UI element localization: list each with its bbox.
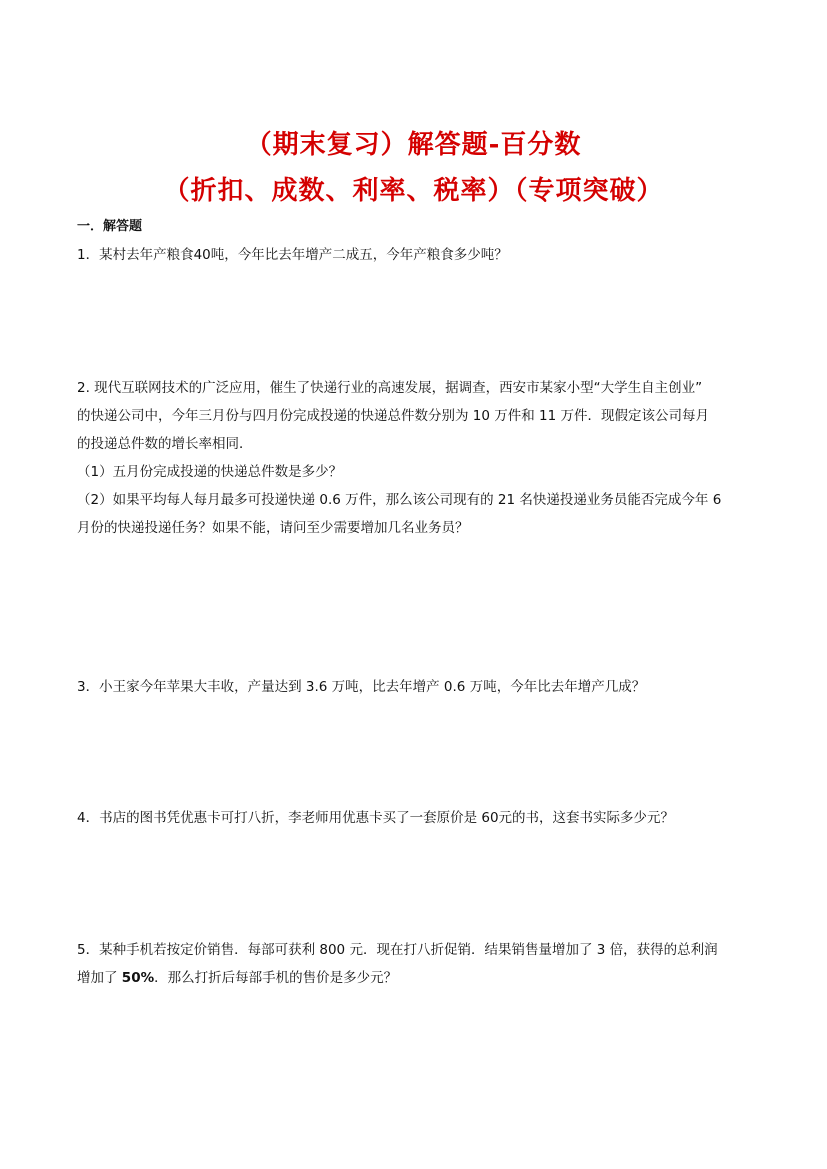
question-5-line-2-post: ．那么打折后每部手机的售价是多少元？ — [154, 970, 398, 986]
question-2-line-1: 2. 现代互联网技术的广泛应用，催生了快递行业的高速发展，据调查，西安市某家小型“大学生自主创业” — [77, 380, 703, 396]
question-1 — [77, 241, 757, 269]
question-5-line-1: 5．某种手机若按定价销售．每部可获利 800 元．现在打八折促销．结果销售量增加了 3 倍，获得的总利润 — [77, 942, 718, 958]
question-2-sub-2-line-1: （2）如果平均每人每月最多可投递快递 0.6 万件，那么该公司现有的 21 名快递投递业务员能否完成今年 6 — [77, 492, 722, 508]
page-title: （期末复习）解答题-百分数 — [245, 130, 582, 160]
question-4 — [77, 804, 757, 832]
question-3-text: 3．小王家今年苹果大丰收，产量达到 3.6 万吨，比去年增产 0.6 万吨，今年比去年增产几成？ — [77, 679, 646, 695]
question-2-sub-1: （1）五月份完成投递的快递总件数是多少？ — [77, 464, 343, 480]
question-4-text: 4．书店的图书凭优惠卡可打八折，李老师用优惠卡买了一套原价是 60元的书，这套书实际多少元？ — [77, 810, 675, 826]
page-subtitle: （折扣、成数、利率、税率）（专项突破） — [163, 176, 664, 206]
question-5 — [77, 936, 757, 992]
question-3 — [77, 673, 757, 701]
question-5-percent: 50% — [121, 970, 155, 986]
question-1-text: 1．某村去年产粮食40吨，今年比去年增产二成五，今年产粮食多少吨？ — [77, 247, 508, 263]
question-2 — [77, 374, 757, 542]
question-2-line-2: 的快递公司中，今年三月份与四月份完成投递的快递总件数分别为 10 万件和 11 万件．现假定该公司每月 — [77, 408, 710, 424]
question-2-line-3: 的投递总件数的增长率相同． — [77, 436, 253, 452]
section-heading: 一．解答题 — [77, 219, 143, 234]
question-5-line-2-pre: 增加了 — [77, 970, 122, 986]
question-2-sub-2-line-2: 月份的快递投递任务？如果不能，请问至少需要增加几名业务员？ — [77, 520, 469, 536]
question-5-line-2 — [77, 964, 757, 992]
